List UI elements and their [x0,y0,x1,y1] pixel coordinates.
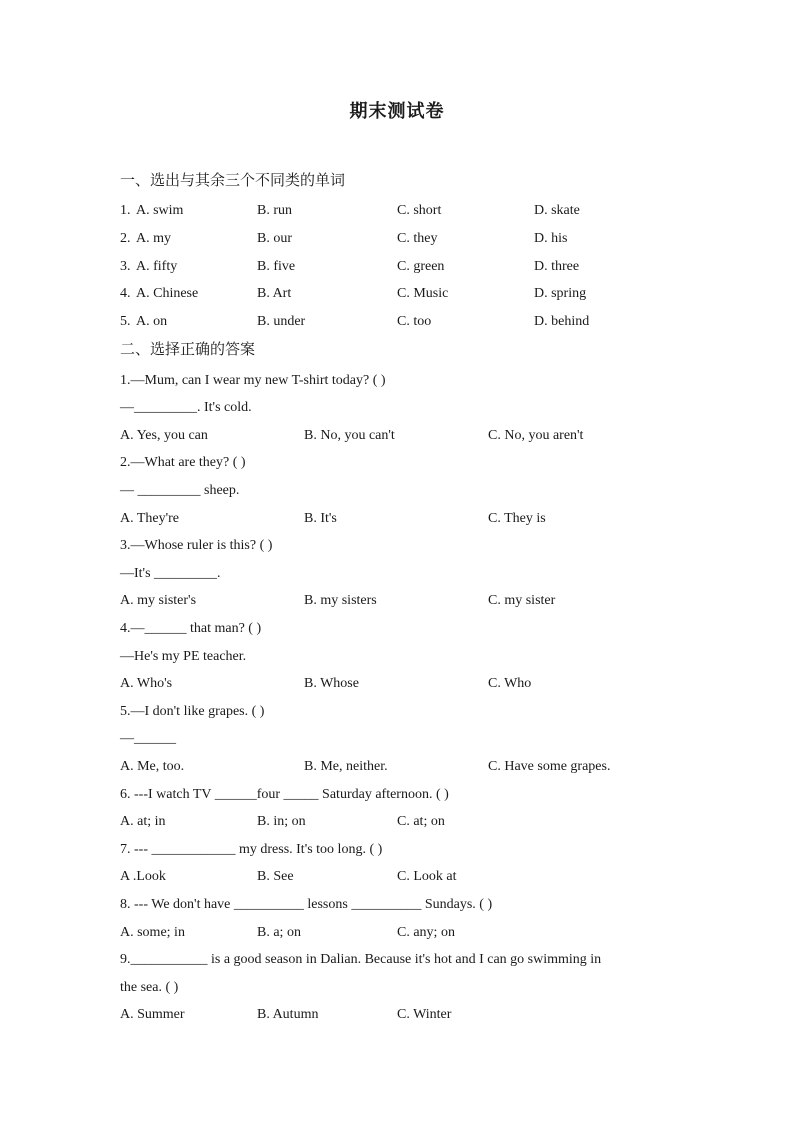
s2-q9-question: 9.___________ is a good season in Dalian. Because it's hot and I can go swimming in [120,952,602,967]
s1-q4-option-a: A. Chinese [136,286,199,301]
s1-q2-option-c: C. they [397,231,438,246]
s2-q2-option-a: A. They're [120,511,180,526]
s2-q3-option-b: B. my sisters [304,593,377,608]
s1-q3-option-c: C. green [397,259,445,274]
s2-q9-option-c: C. Winter [397,1007,452,1022]
s1-q3-option-d: D. three [534,259,580,274]
s2-q3-response: —It's _________. [120,566,221,581]
s2-q1-option-a: A. Yes, you can [120,428,208,443]
s2-q2-option-c: C. They is [488,511,546,526]
s1-q5-option-b: B. under [257,314,306,329]
s2-q7-option-a: A .Look [120,869,166,884]
s2-q1-option-c: C. No, you aren't [488,428,584,443]
s2-q3-option-c: C. my sister [488,593,556,608]
s2-q5-option-b: B. Me, neither. [304,759,388,774]
s2-q2-response: — _________ sheep. [120,483,240,498]
s1-q5-option-a: A. on [136,314,168,329]
s1-q5-number: 5. [120,314,131,329]
s1-q3-number: 3. [120,259,131,274]
s1-q2-option-a: A. my [136,231,171,246]
s2-q4-option-a: A. Who's [120,676,173,691]
s2-q4-option-c: C. Who [488,676,532,691]
section1-heading: 一、选出与其余三个不同类的单词 [120,173,346,189]
page-title: 期末测试卷 [349,101,445,121]
s1-q1-number: 1. [120,203,131,218]
s2-q7-question: 7. --- ____________ my dress. It's too long. ( ) [120,842,383,857]
s2-q6-option-a: A. at; in [120,814,166,829]
s2-q8-option-b: B. a; on [257,925,301,940]
s2-q9-question-continued: the sea. ( ) [120,980,179,995]
s2-q9-option-a: A. Summer [120,1007,185,1022]
s2-q6-option-c: C. at; on [397,814,445,829]
s2-q4-question: 4.—______ that man? ( ) [120,621,262,636]
s2-q8-option-a: A. some; in [120,925,185,940]
s2-q6-option-b: B. in; on [257,814,306,829]
s1-q2-number: 2. [120,231,131,246]
s1-q3-option-a: A. fifty [136,259,178,274]
s2-q9-option-b: B. Autumn [257,1007,319,1022]
s2-q1-response: —_________. It's cold. [120,400,252,415]
s1-q1-option-d: D. skate [534,203,580,218]
s1-q1-option-b: B. run [257,203,292,218]
s2-q1-option-b: B. No, you can't [304,428,395,443]
s1-q4-option-d: D. spring [534,286,587,301]
s2-q5-question: 5.—I don't like grapes. ( ) [120,704,265,719]
s2-q6-question: 6. ---I watch TV ______four _____ Saturday afternoon. ( ) [120,787,449,802]
s2-q4-option-b: B. Whose [304,676,359,691]
s1-q5-option-d: D. behind [534,314,590,329]
s1-q5-option-c: C. too [397,314,432,329]
s1-q4-number: 4. [120,286,131,301]
s2-q7-option-b: B. See [257,869,294,884]
s2-q8-question: 8. --- We don't have __________ lessons __________ Sundays. ( ) [120,897,493,912]
s1-q4-option-c: C. Music [397,286,449,301]
s1-q1-option-a: A. swim [136,203,184,218]
section2-heading: 二、选择正确的答案 [120,342,256,358]
s2-q3-question: 3.—Whose ruler is this? ( ) [120,538,273,553]
s1-q1-option-c: C. short [397,203,442,218]
s1-q2-option-d: D. his [534,231,568,246]
s1-q2-option-b: B. our [257,231,292,246]
s1-q3-option-b: B. five [257,259,296,274]
s2-q7-option-c: C. Look at [397,869,457,884]
s2-q8-option-c: C. any; on [397,925,455,940]
s2-q3-option-a: A. my sister's [120,593,197,608]
s2-q1-question: 1.—Mum, can I wear my new T-shirt today? ( ) [120,373,386,388]
s2-q2-question: 2.—What are they? ( ) [120,455,246,470]
s2-q5-response: —______ [120,731,176,746]
s1-q4-option-b: B. Art [257,286,292,301]
s2-q4-response: —He's my PE teacher. [120,649,247,664]
s2-q5-option-c: C. Have some grapes. [488,759,611,774]
s2-q5-option-a: A. Me, too. [120,759,185,774]
s2-q2-option-b: B. It's [304,511,337,526]
